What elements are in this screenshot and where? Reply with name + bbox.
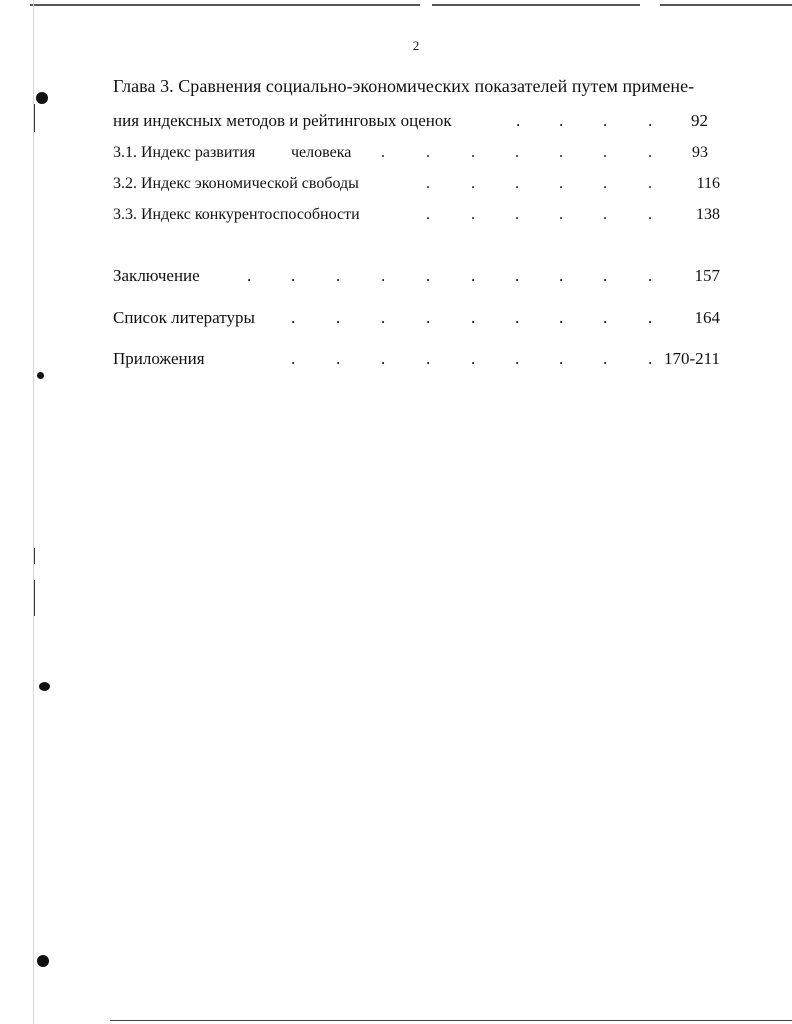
toc-leader-dots: . . . . . . . . . . [247, 266, 653, 285]
toc-entry-title: Заключение [113, 266, 200, 285]
binder-hole-mark [39, 682, 50, 691]
toc-leader-dots: . . . . [516, 111, 653, 130]
toc-entry [113, 348, 720, 370]
top-rule-gap [420, 2, 432, 7]
toc-entry [113, 142, 720, 164]
toc-entry-page: 92 [691, 111, 708, 130]
toc-entry-title: 3.2. Индекс экономической свободы [113, 175, 359, 192]
scan-artifact [34, 548, 35, 564]
page-number: 2 [412, 38, 420, 53]
toc-entry-title: 3.3. Индекс конкурентоспособности [113, 206, 360, 223]
toc-entry-chapter3 [113, 110, 720, 132]
left-scan-edge [33, 0, 34, 1024]
toc-entry [113, 265, 720, 287]
toc-entry-title-extra: человека [291, 144, 352, 161]
scan-artifact [34, 104, 35, 132]
toc-leader-dots: . . . . . . [426, 206, 652, 223]
toc-entry [113, 204, 720, 226]
toc-entry-page: 116 [696, 175, 720, 192]
toc-leader-dots: . . . . . . . [381, 144, 652, 161]
binder-hole-mark [36, 92, 48, 104]
toc-leader-dots: . . . . . . [426, 175, 652, 192]
toc-entry-title: Список литературы [113, 308, 255, 327]
bottom-scan-rule [110, 1020, 792, 1021]
toc-entry-page: 138 [696, 206, 720, 223]
toc-entry-page: 170-211 [663, 349, 720, 368]
toc-entry [113, 307, 720, 329]
top-scan-rule [30, 4, 792, 6]
toc-entry [113, 173, 720, 195]
scan-artifact [34, 580, 35, 616]
top-rule-gap [640, 2, 660, 7]
toc-entry-page: 93 [692, 144, 708, 161]
toc-entry-page: 157 [694, 266, 720, 285]
toc-leader-dots: . . . . . . . . . [291, 349, 653, 368]
binder-hole-mark [37, 955, 49, 967]
toc-leader-dots: . . . . . . . . . [291, 308, 653, 327]
toc-chapter-heading-line1: Глава 3. Сравнения социально-экономических показателей путем примене- [113, 76, 695, 96]
toc-entry-title: Приложения [113, 349, 205, 368]
binder-hole-mark [37, 372, 44, 379]
toc-entry-title: ния индексных методов и рейтинговых оценок [113, 111, 452, 130]
toc-entry-page: 164 [694, 308, 720, 327]
toc-entry-title: 3.1. Индекс развития [113, 144, 256, 161]
